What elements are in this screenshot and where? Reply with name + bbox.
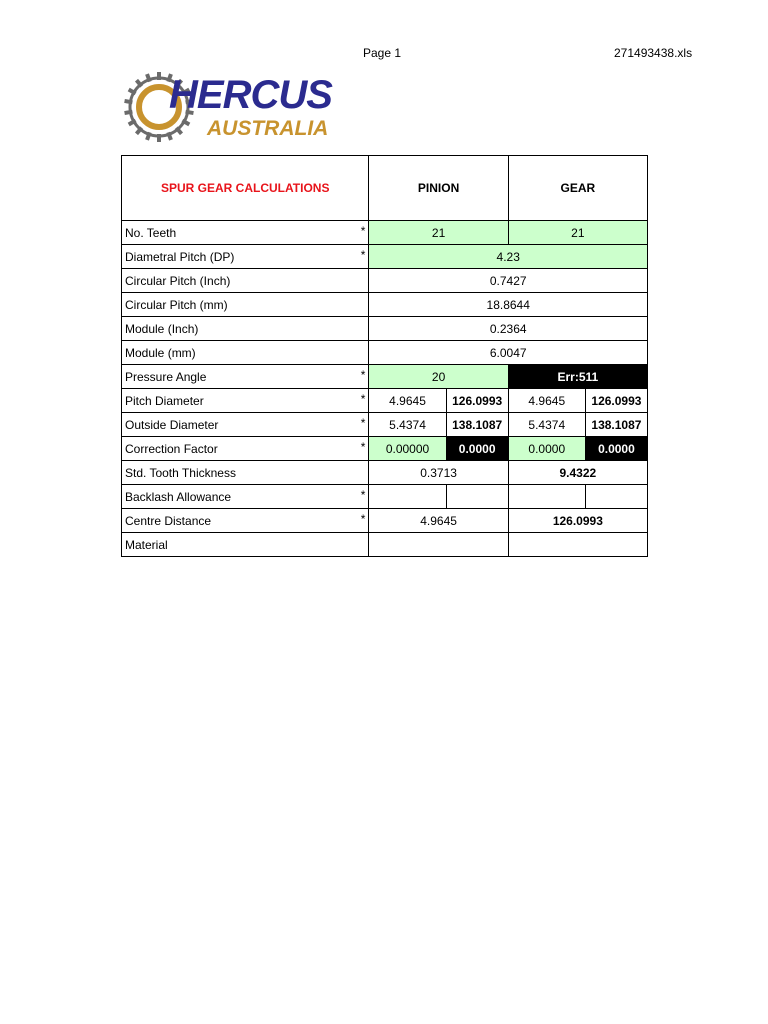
table-row: [122, 245, 648, 269]
diametral-pitch-input[interactable]: 4.23: [369, 245, 648, 269]
pinion-correction-mm: 0.0000: [446, 437, 508, 461]
row-label: Circular Pitch (Inch): [122, 269, 369, 293]
pressure-angle-input[interactable]: 20: [369, 365, 508, 389]
pinion-backlash-mm[interactable]: [446, 485, 508, 509]
spur-gear-table: [121, 155, 648, 557]
gear-outside-dia-inch: 5.4374: [508, 413, 585, 437]
gear-backlash-inch[interactable]: [508, 485, 585, 509]
pinion-pitch-dia-mm: 126.0993: [446, 389, 508, 413]
table-row: [122, 341, 648, 365]
error-cell: Err:511: [508, 365, 647, 389]
table-row: [122, 509, 648, 533]
pinion-pitch-dia-inch: 4.9645: [369, 389, 446, 413]
logo-wordmark: HERCUS: [169, 73, 332, 117]
gear-header: GEAR: [508, 156, 647, 221]
row-label: Material: [122, 533, 369, 557]
logo-subtitle: AUSTRALIA: [207, 117, 329, 140]
table-title: SPUR GEAR CALCULATIONS: [122, 156, 369, 221]
gear-outside-dia-mm: 138.1087: [585, 413, 647, 437]
table-row: [122, 389, 648, 413]
table-row: [122, 485, 648, 509]
row-label: No. Teeth *: [122, 221, 369, 245]
row-label: Backlash Allowance *: [122, 485, 369, 509]
hercus-logo: [123, 70, 333, 142]
centre-distance-mm: 126.0993: [508, 509, 647, 533]
pinion-teeth-input[interactable]: 21: [369, 221, 508, 245]
pinion-backlash-inch[interactable]: [369, 485, 446, 509]
table-row: [122, 533, 648, 557]
gear-pitch-dia-inch: 4.9645: [508, 389, 585, 413]
table-row: [122, 461, 648, 485]
row-label: Pressure Angle *: [122, 365, 369, 389]
gear-correction-mm: 0.0000: [585, 437, 647, 461]
gear-icon: [123, 70, 333, 142]
circular-pitch-inch-value: 0.7427: [369, 269, 648, 293]
table-row: [122, 269, 648, 293]
row-label: Diametral Pitch (DP) *: [122, 245, 369, 269]
row-label: Outside Diameter *: [122, 413, 369, 437]
pinion-outside-dia-mm: 138.1087: [446, 413, 508, 437]
row-label: Module (mm): [122, 341, 369, 365]
row-label: Std. Tooth Thickness: [122, 461, 369, 485]
centre-distance-inch: 4.9645: [369, 509, 508, 533]
gear-pitch-dia-mm: 126.0993: [585, 389, 647, 413]
table-row: [122, 293, 648, 317]
row-label: Circular Pitch (mm): [122, 293, 369, 317]
pinion-outside-dia-inch: 5.4374: [369, 413, 446, 437]
pinion-header: PINION: [369, 156, 508, 221]
row-label: Module (Inch): [122, 317, 369, 341]
table-row: [122, 437, 648, 461]
gear-correction-input[interactable]: 0.0000: [508, 437, 585, 461]
table-row: [122, 413, 648, 437]
table-row: [122, 221, 648, 245]
module-inch-value: 0.2364: [369, 317, 648, 341]
pinion-tooth-thickness: 0.3713: [369, 461, 508, 485]
circular-pitch-mm-value: 18.8644: [369, 293, 648, 317]
pinion-material[interactable]: [369, 533, 508, 557]
table-row: [122, 365, 648, 389]
file-name: 271493438.xls: [614, 46, 693, 60]
gear-material[interactable]: [508, 533, 647, 557]
module-mm-value: 6.0047: [369, 341, 648, 365]
row-label: Correction Factor *: [122, 437, 369, 461]
gear-teeth-input[interactable]: 21: [508, 221, 647, 245]
page-number: Page 1: [363, 46, 402, 60]
table-row: [122, 317, 648, 341]
gear-tooth-thickness: 9.4322: [508, 461, 647, 485]
table-header-row: [122, 156, 648, 221]
row-label: Pitch Diameter *: [122, 389, 369, 413]
row-label: Centre Distance *: [122, 509, 369, 533]
pinion-correction-input[interactable]: 0.00000: [369, 437, 446, 461]
gear-backlash-mm[interactable]: [585, 485, 647, 509]
